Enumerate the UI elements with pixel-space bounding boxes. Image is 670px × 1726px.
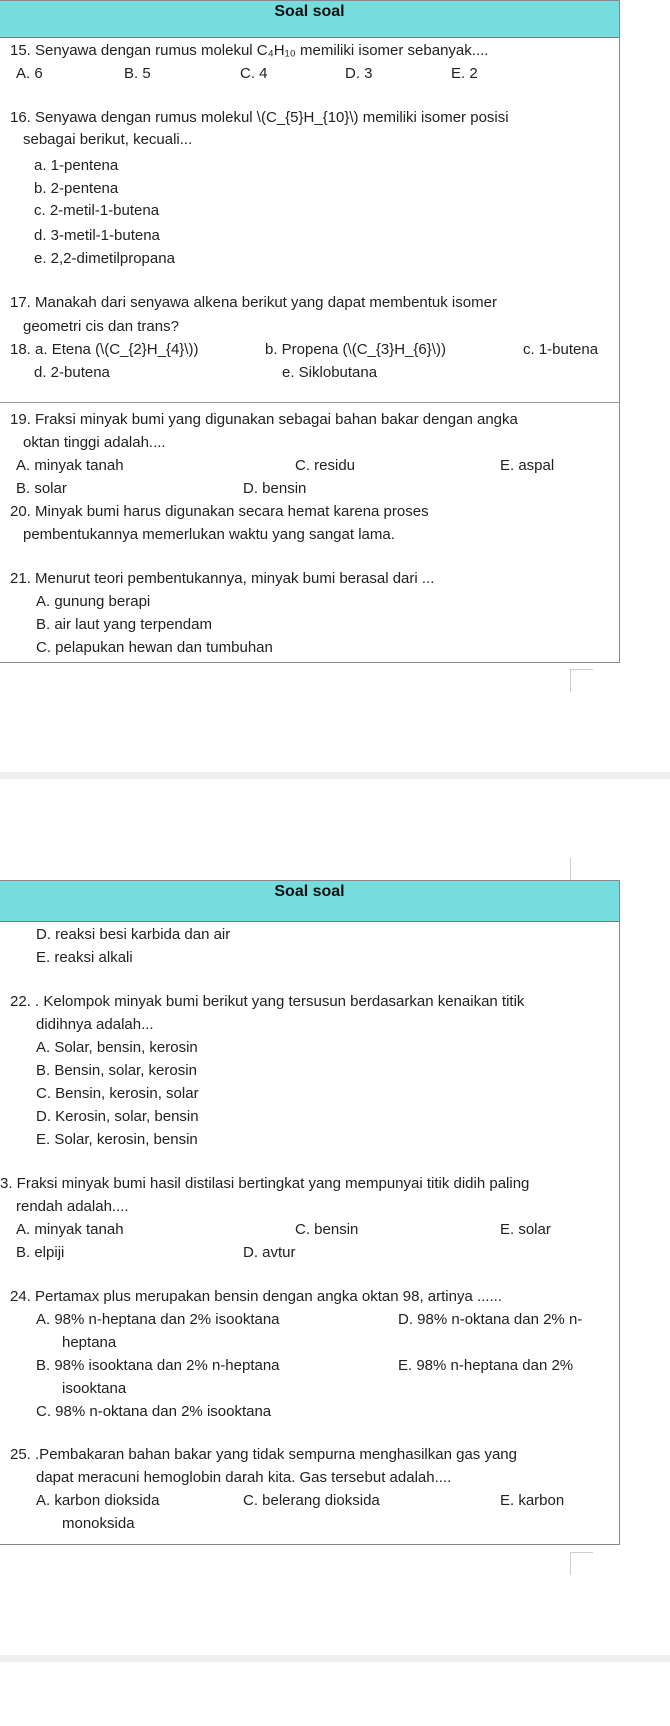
question-23-line-1: 3. Fraksi minyak bumi hasil distilasi bertingkat yang mempunyai titik didih paling (0, 1175, 530, 1192)
page-2-title: Soal soal (274, 883, 345, 900)
question-24: 24. Pertamax plus merupakan bensin dengan angka oktan 98, artinya ...... (10, 1288, 502, 1305)
page-separator (0, 1655, 670, 1662)
page-edge-mark (570, 858, 571, 880)
question-20-line-1: 20. Minyak bumi harus digunakan secara hemat karena proses (10, 503, 429, 520)
page-1-title: Soal soal (274, 3, 345, 20)
q15-option-c: C. 4 (240, 65, 268, 82)
divider (0, 402, 619, 403)
question-16-line-2: sebagai berikut, kecuali... (23, 131, 193, 148)
page-2-card (0, 880, 620, 1545)
q16-option-d: d. 3-metil-1-butena (34, 227, 160, 244)
q19-option-e: E. aspal (500, 457, 555, 474)
q15-option-a: A. 6 (16, 65, 43, 82)
q22-option-c: C. Bensin, kerosin, solar (36, 1085, 199, 1102)
question-21: 21. Menurut teori pembentukannya, minyak bumi berasal dari ... (10, 570, 435, 587)
q21-option-a: A. gunung berapi (36, 593, 151, 610)
page-2-header (0, 881, 619, 922)
q18-option-d: d. 2-butena (34, 364, 110, 381)
question-22-line-2: didihnya adalah... (36, 1016, 154, 1033)
q25-option-a: A. karbon dioksida (36, 1492, 160, 1509)
q16-option-e: e. 2,2-dimetilpropana (34, 250, 175, 267)
q15-option-e: E. 2 (451, 65, 478, 82)
q24-option-a: A. 98% n-heptana dan 2% isooktana (36, 1311, 280, 1328)
q22-option-e: E. Solar, kerosin, bensin (36, 1131, 198, 1148)
q16-option-b: b. 2-pentena (34, 180, 119, 197)
q19-option-a: A. minyak tanah (16, 457, 124, 474)
q23-option-c: C. bensin (295, 1221, 359, 1238)
page-1-card (0, 0, 620, 663)
page-1-header (0, 1, 619, 38)
q24-option-c: C. 98% n-oktana dan 2% isooktana (36, 1403, 272, 1420)
page-separator (0, 772, 670, 779)
question-17-line-2: geometri cis dan trans? (23, 318, 179, 335)
q25-option-c: C. belerang dioksida (243, 1492, 380, 1509)
question-15: 15. Senyawa dengan rumus molekul C₄H₁₀ memiliki isomer sebanyak.... (10, 42, 489, 59)
q18-option-e: e. Siklobutana (282, 364, 378, 381)
q19-option-b: B. solar (16, 480, 67, 497)
q15-option-d: D. 3 (345, 65, 373, 82)
q18-option-c: c. 1-butena (523, 341, 599, 358)
question-19-line-2: oktan tinggi adalah.... (23, 434, 166, 451)
q21-option-e: E. reaksi alkali (36, 949, 133, 966)
page-corner-mark (570, 1552, 593, 1575)
q19-option-d: D. bensin (243, 480, 307, 497)
question-22-line-1: 22. . Kelompok minyak bumi berikut yang tersusun berdasarkan kenaikan titik (10, 993, 525, 1010)
q23-option-a: A. minyak tanah (16, 1221, 124, 1238)
q21-option-b: B. air laut yang terpendam (36, 616, 212, 633)
q25-option-e-cont: monoksida (62, 1515, 135, 1532)
q24-option-e-cont: isooktana (62, 1380, 127, 1397)
q24-option-d: D. 98% n-oktana dan 2% n- (398, 1311, 583, 1328)
question-20-line-2: pembentukannya memerlukan waktu yang sangat lama. (23, 526, 395, 543)
q23-option-e: E. solar (500, 1221, 551, 1238)
q25-option-e: E. karbon (500, 1492, 565, 1509)
q16-option-c: c. 2-metil-1-butena (34, 202, 160, 219)
q18-option-b: b. Propena (\(C_{3}H_{6}\)) (265, 341, 446, 358)
q22-option-d: D. Kerosin, solar, bensin (36, 1108, 199, 1125)
question-25-line-2: dapat meracuni hemoglobin darah kita. Gas tersebut adalah.... (36, 1469, 452, 1486)
q23-option-b: B. elpiji (16, 1244, 65, 1261)
question-16-line-1: 16. Senyawa dengan rumus molekul \(C_{5}H_{10}\) memiliki isomer posisi (10, 109, 509, 126)
q18-option-a: 18. a. Etena (\(C_{2}H_{4}\)) (10, 341, 199, 358)
page-corner-mark (570, 669, 593, 692)
q19-option-c: C. residu (295, 457, 356, 474)
q24-option-d-cont: heptana (62, 1334, 117, 1351)
q15-option-b: B. 5 (124, 65, 151, 82)
q23-option-d: D. avtur (243, 1244, 296, 1261)
q22-option-b: B. Bensin, solar, kerosin (36, 1062, 197, 1079)
q21-option-c: C. pelapukan hewan dan tumbuhan (36, 639, 273, 656)
question-19-line-1: 19. Fraksi minyak bumi yang digunakan sebagai bahan bakar dengan angka (10, 411, 518, 428)
q24-option-e: E. 98% n-heptana dan 2% (398, 1357, 574, 1374)
q16-option-a: a. 1-pentena (34, 157, 119, 174)
question-23-line-2: rendah adalah.... (16, 1198, 129, 1215)
q22-option-a: A. Solar, bensin, kerosin (36, 1039, 198, 1056)
question-25-line-1: 25. .Pembakaran bahan bakar yang tidak sempurna menghasilkan gas yang (10, 1446, 517, 1463)
q24-option-b: B. 98% isooktana dan 2% n-heptana (36, 1357, 280, 1374)
question-17-line-1: 17. Manakah dari senyawa alkena berikut yang dapat membentuk isomer (10, 294, 497, 311)
q21-option-d: D. reaksi besi karbida dan air (36, 926, 231, 943)
